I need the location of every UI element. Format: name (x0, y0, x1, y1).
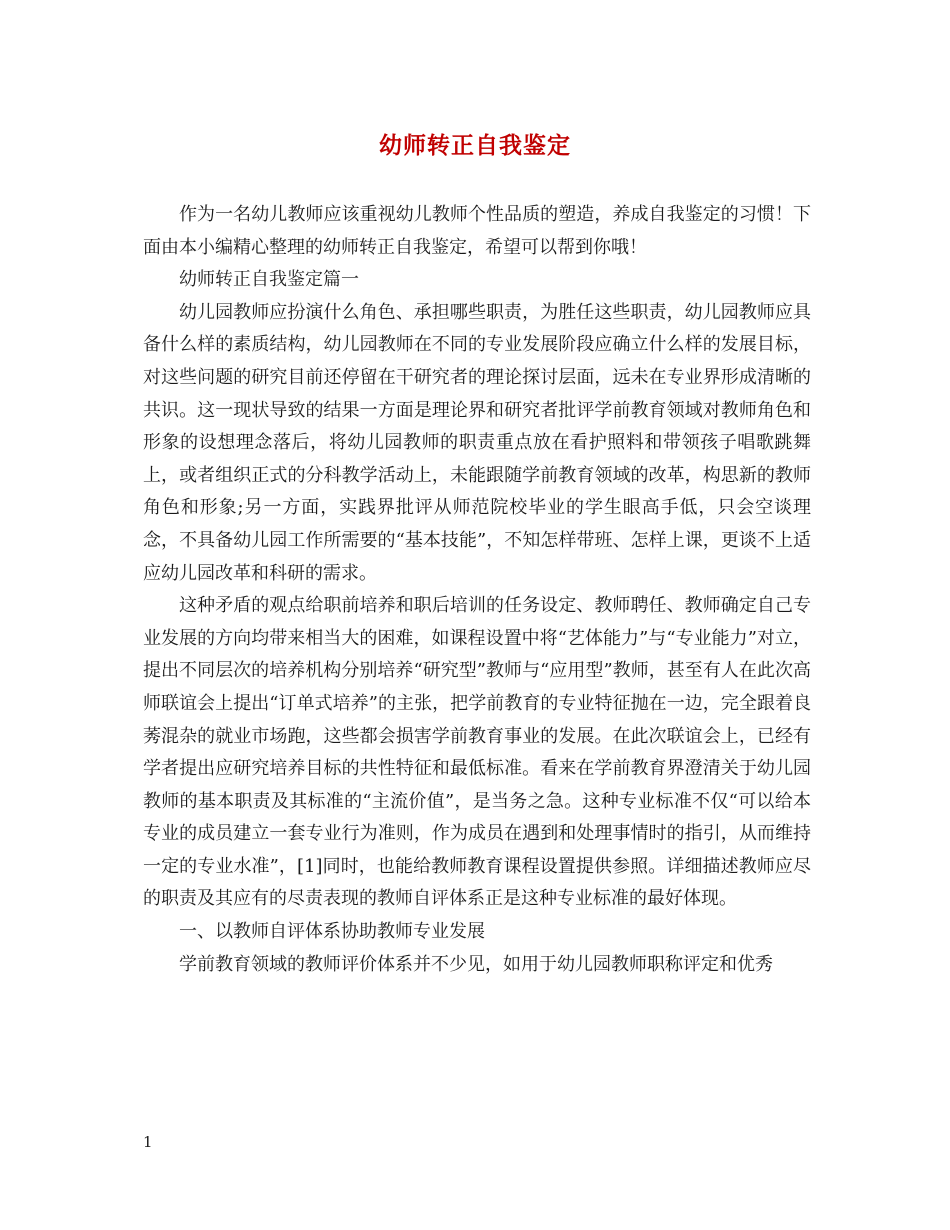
body-paragraph: 这种矛盾的观点给职前培养和职后培训的任务设定、教师聘任、教师确定自己专业发展的方向均带来相当大的困难，如课程设置中将“艺体能力”与“专业能力”对立，提出不同层次的培养机构分别培养“研究型”教师与“应用型”教师，甚至有人在此次高师联谊会上提出“订单式培养”的主张，把学前教育的专业特征抛在一边，完全跟着良莠混杂的就业市场跑，这些都会损害学前教育事业的发展。在此次联谊会上，已经有学者提出应研究培养目标的共性特征和最低标准。看来在学前教育界澄清关于幼儿园教师的基本职责及其标准的“主流价值”，是当务之急。这种专业标准不仅“可以给本专业的成员建立一套专业行为准则，作为成员在遇到和处理事情时的指引，从而维持一定的专业水准”，[1]同时，也能给教师教育课程设置提供参照。详细描述教师应尽的职责及其应有的尽责表现的教师自评体系正是这种专业标准的最好体现。 (143, 595, 811, 910)
intro-paragraph: 作为一名幼儿教师应该重视幼儿教师个性品质的塑造，养成自我鉴定的习惯！下面由本小编精心整理的幼师转正自我鉴定，希望可以帮到你哦！ (143, 204, 811, 258)
document-body (143, 199, 811, 981)
page-number: 1 (143, 1133, 153, 1151)
body-paragraph: 学前教育领域的教师评价体系并不少见，如用于幼儿园教师职称评定和优秀 (179, 953, 773, 975)
body-paragraph: 幼儿园教师应扮演什么角色、承担哪些职责，为胜任这些职责，幼儿园教师应具备什么样的素质结构，幼儿园教师在不同的专业发展阶段应确立什么样的发展目标，对这些问题的研究目前还停留在干研究者的理论探讨层面，远未在专业界形成清晰的共识。这一现状导致的结果一方面是理论界和研究者批评学前教育领域对教师角色和形象的设想理念落后，将幼儿园教师的职责重点放在看护照料和带领孩子唱歌跳舞上，或者组织正式的分科教学活动上，未能跟随学前教育领域的改革，构思新的教师角色和形象;另一方面，实践界批评从师范院校毕业的学生眼高手低，只会空谈理念，不具备幼儿园工作所需要的“基本技能”，不知怎样带班、怎样上课，更谈不上适应幼儿园改革和科研的需求。 (143, 301, 811, 584)
section-heading: 幼师转正自我鉴定篇一 (179, 269, 359, 291)
subsection-heading: 一、以教师自评体系协助教师专业发展 (179, 921, 485, 943)
document-title: 幼师转正自我鉴定 (379, 132, 571, 159)
